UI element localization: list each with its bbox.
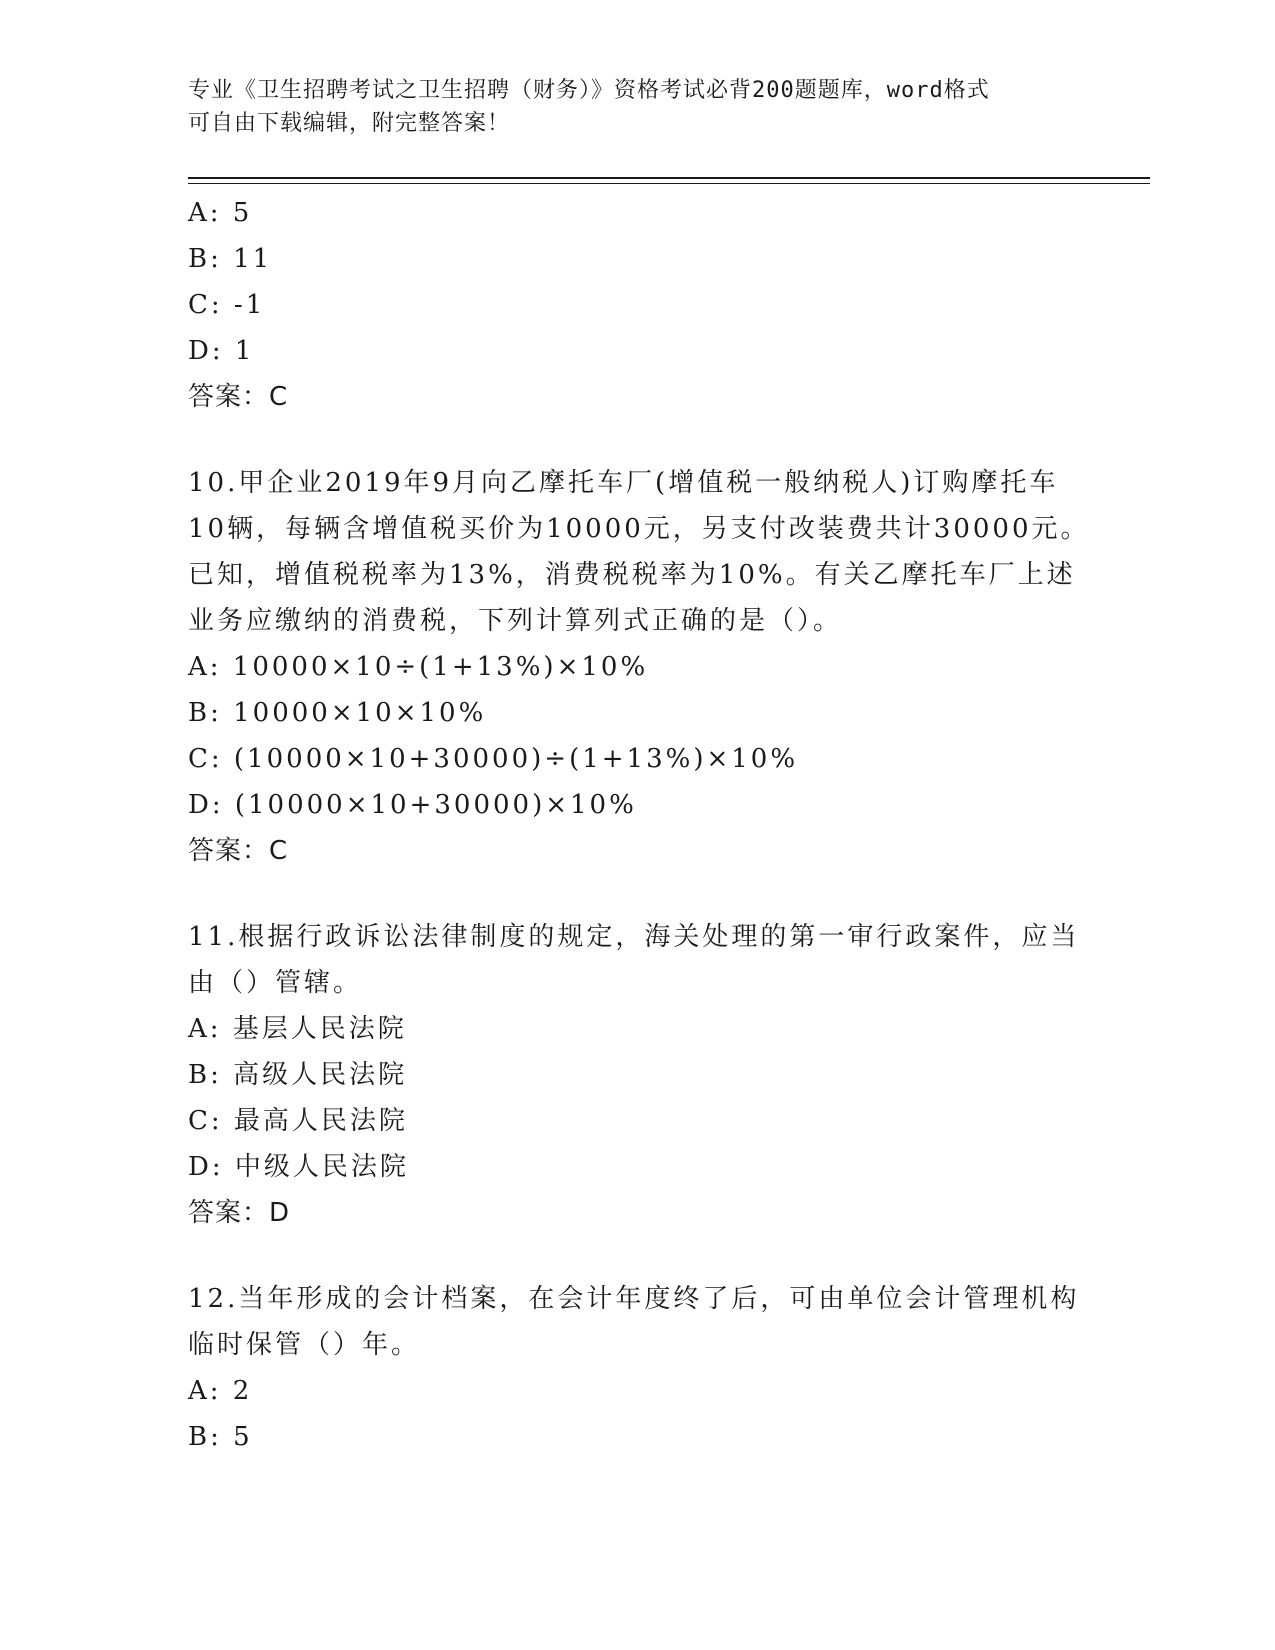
option-a: A: 10000×10÷(1+13%)×10%	[188, 652, 649, 682]
header-line-2: 可自由下载编辑，附完整答案！	[188, 111, 511, 136]
question-stem-line: 业务应缴纳的消费税，下列计算列式正确的是（）。	[188, 606, 843, 636]
question-gap	[188, 874, 1088, 914]
option-b: B: 高级人民法院	[188, 1060, 408, 1090]
question-gap	[188, 420, 1088, 460]
option-d: D: (10000×10+30000)×10%	[188, 790, 637, 820]
option-b: B: 11	[188, 244, 273, 274]
question-gap	[188, 1236, 1088, 1276]
question-item	[188, 1276, 1088, 1460]
question-item	[188, 914, 1088, 1236]
question-item	[188, 190, 1088, 420]
option-a: A: 2	[188, 1376, 253, 1406]
option-c: C: 最高人民法院	[188, 1106, 408, 1136]
option-c: C: -1	[188, 290, 266, 320]
header-line-1: 专业《卫生招聘考试之卫生招聘（财务）》资格考试必背200题题库，word格式	[188, 78, 990, 103]
question-stem-line: 已知，增值税税率为13%，消费税税率为10%。有关乙摩托车厂上述	[188, 560, 1076, 590]
option-b: B: 5	[188, 1422, 253, 1452]
document-header	[188, 74, 1068, 140]
answer-line: 答案：C	[188, 382, 289, 412]
question-item	[188, 460, 1088, 874]
question-list	[188, 190, 1088, 1460]
answer-line: 答案：D	[188, 1198, 291, 1228]
option-d: D: 1	[188, 336, 255, 366]
option-a: A: 基层人民法院	[188, 1014, 407, 1044]
question-stem-line: 10辆，每辆含增值税买价为10000元，另支付改装费共计30000元。	[188, 514, 1090, 544]
question-stem-line: 由（）管辖。	[188, 968, 363, 998]
question-stem-line: 11.根据行政诉讼法律制度的规定，海关处理的第一审行政案件，应当	[188, 922, 1080, 952]
question-stem-line: 12.当年形成的会计档案，在会计年度终了后，可由单位会计管理机构	[188, 1284, 1080, 1314]
question-stem-line: 临时保管（）年。	[188, 1330, 421, 1360]
option-d: D: 中级人民法院	[188, 1152, 409, 1182]
option-a: A: 5	[188, 198, 253, 228]
header-rule-thin	[188, 183, 1150, 184]
answer-line: 答案：C	[188, 836, 289, 866]
header-rule-thick	[188, 177, 1150, 179]
option-b: B: 10000×10×10%	[188, 698, 487, 728]
question-stem-line: 10.甲企业2019年9月向乙摩托车厂(增值税一般纳税人)订购摩托车	[188, 468, 1059, 498]
option-c: C: (10000×10+30000)÷(1+13%)×10%	[188, 744, 799, 774]
